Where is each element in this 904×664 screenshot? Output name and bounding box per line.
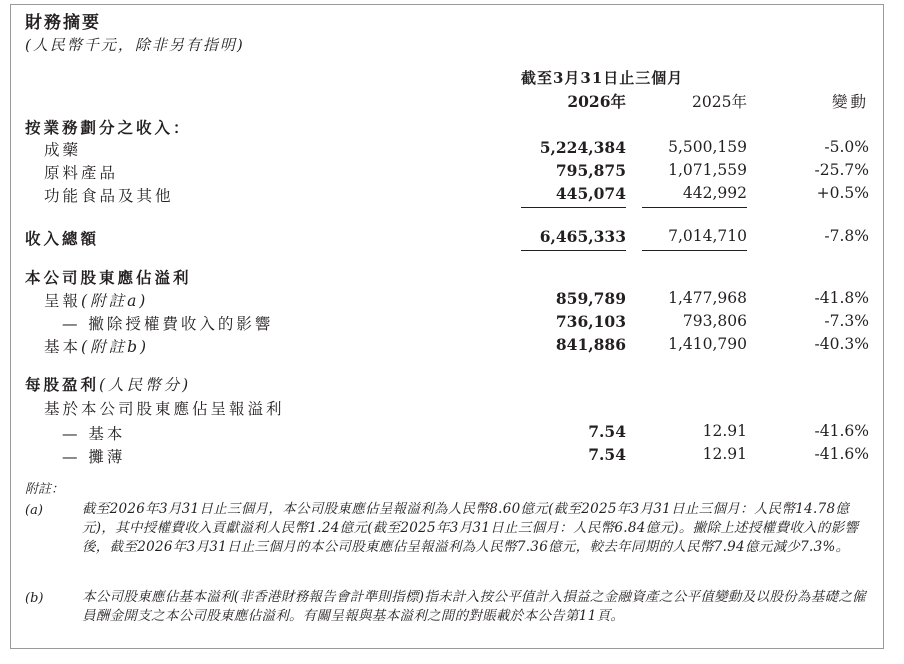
total-2025: 7,014,710 (668, 227, 747, 245)
row-label-eps-basic: — 基本 (62, 425, 126, 443)
note-ref-b: (附註b) (81, 338, 150, 356)
cell-2026: 445,074 (555, 184, 626, 203)
note-a-text: 截至2026年3月31日止三個月，本公司股東應佔呈報溢利為人民幣8.60億元(截至2025年3月31日止三個月：人民幣14.78億元)，其中授權費收入貢獻溢利人民幣1.24億元(截至2025年3月31日止三個月：人民幣6.84億元)。撇除上述授權費收入的影響後，截至2026年3月31日止三個月的本公司股東應佔呈報溢利為人民幣7.36億元，較去年同期的人民幣7.94億元減少7.3%。 (82, 501, 859, 555)
revenue-section-heading: 按業務劃分之收入： (25, 118, 192, 137)
cell-change: -25.7% (814, 161, 869, 179)
total-rule-2026 (521, 250, 626, 251)
cell-2026: 5,224,384 (539, 138, 626, 157)
notes-heading: 附註： (25, 482, 65, 497)
row-label-functional-food: 功能食品及其他 (44, 187, 174, 205)
cell-change: -40.3% (814, 335, 869, 353)
cell-change: -41.6% (814, 422, 869, 440)
total-rule-2025 (642, 250, 747, 251)
eps-subheading: 基於本公司股東應佔呈報溢利 (44, 400, 285, 418)
cell-change: +0.5% (816, 184, 869, 202)
cell-change: -41.6% (814, 445, 869, 463)
cell-2025: 442,992 (682, 184, 747, 202)
eps-section-heading: 每股盈利(人民幣分) (25, 375, 192, 394)
cell-2026: 7.54 (588, 445, 626, 464)
cell-2026: 736,103 (555, 312, 626, 331)
unit-subtitle: (人民幣千元，除非另有指明) (25, 36, 245, 54)
row-label-basic-profit: 基本(附註b) (44, 338, 150, 356)
cell-change: -41.8% (814, 289, 869, 307)
row-label-eps-diluted: — 攤薄 (62, 448, 126, 466)
row-label-excluding-licence: — 撇除授權費收入的影響 (62, 315, 274, 333)
row-label-finished-drugs: 成藥 (44, 141, 82, 159)
row-label-raw-materials: 原料產品 (44, 164, 119, 182)
col-header-2026: 2026年 (567, 92, 626, 111)
cell-2025: 5,500,159 (668, 138, 747, 156)
cell-2025: 12.91 (702, 445, 747, 463)
subtotal-rule-2025 (642, 207, 747, 208)
total-change: -7.8% (824, 227, 869, 245)
note-ref-a: (附註a) (81, 292, 149, 310)
note-a-tag: (a) (25, 503, 43, 518)
subtotal-rule-2026 (521, 207, 626, 208)
cell-2026: 7.54 (588, 422, 626, 441)
cell-2025: 1,477,968 (668, 289, 747, 307)
cell-2025: 1,410,790 (668, 335, 747, 353)
col-header-change: 變動 (831, 93, 869, 111)
note-b-text: 本公司股東應佔基本溢利(非香港財務報告會計準則指標)指未計入按公平值計入損益之金融資產之公平值變動及以股份為基礎之僱員酬金開支之本公司股東應佔溢利。有關呈報與基本溢利之間的對賬載於本公告第11頁。 (82, 589, 866, 624)
profit-section-heading: 本公司股東應佔溢利 (25, 268, 192, 287)
cell-change: -7.3% (824, 312, 869, 330)
cell-change: -5.0% (824, 138, 869, 156)
row-label-reported: 呈報(附註a) (44, 292, 149, 310)
cell-2025: 12.91 (702, 422, 747, 440)
page-title: 財務摘要 (25, 13, 101, 33)
cell-2026: 841,886 (555, 335, 626, 354)
cell-2025: 1,071,559 (668, 161, 747, 179)
note-b-tag: (b) (25, 591, 44, 606)
cell-2026: 795,875 (555, 161, 626, 180)
cell-2026: 859,789 (555, 289, 626, 308)
cell-2025: 793,806 (682, 312, 747, 330)
period-header: 截至3月31日止三個月 (521, 69, 684, 87)
col-header-2025: 2025年 (692, 93, 747, 111)
total-revenue-label: 收入總額 (25, 229, 100, 248)
total-2026: 6,465,333 (539, 227, 626, 246)
